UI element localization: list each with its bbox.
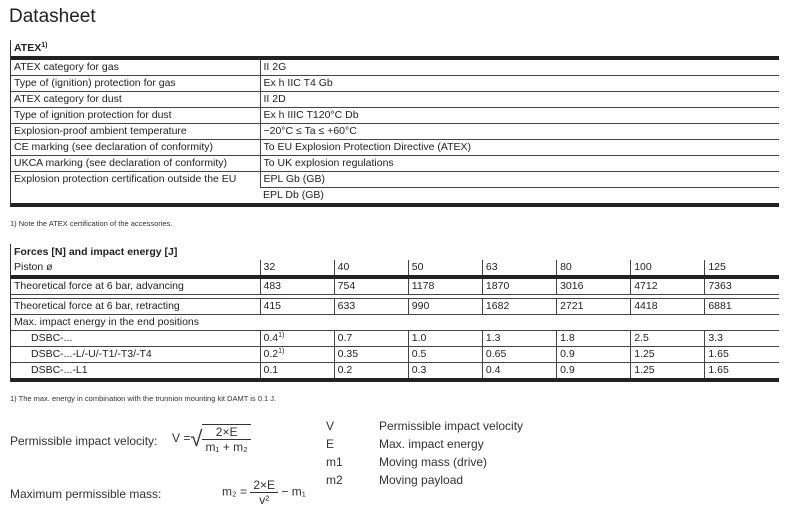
atex-row [11,58,779,76]
forces-row [11,315,779,331]
legend-desc: Moving mass (drive) [379,455,488,469]
force-value: 6881 [705,299,779,315]
force-value: 990 [408,299,482,315]
impact-number: 1.3 [485,332,501,344]
impact-number: 0.3 [411,364,427,376]
force-value: 1682 [482,299,556,315]
force-value: 4418 [631,299,705,315]
forces-footnote: 1) The max. energy in combination with the trunnion mounting kit DAMT is 0.1 J. [10,394,277,403]
atex-table [10,40,779,207]
impact-value [631,331,705,347]
impact-number: 0.4 [485,364,501,376]
impact-value [408,331,482,347]
legend-desc: Max. impact energy [379,437,484,451]
piston-size: 50 [408,260,482,277]
impact-value [557,347,631,363]
piston-size: 32 [260,260,334,277]
legend-symbol: m2 [326,473,343,487]
atex-row [11,156,779,172]
legend-symbol: V [326,419,335,433]
forces-table [10,244,779,382]
impact-value [334,347,408,363]
force-value: 1870 [482,277,556,295]
impact-number: 0.4 [263,332,279,344]
impact-value [557,331,631,347]
legend-item [326,455,523,473]
impact-value [334,331,408,347]
piston-size: 80 [557,260,631,277]
atex-value: EPL Db (GB) [260,188,779,206]
footnote-ref: 1) [278,348,285,355]
impact-number: 0.65 [485,348,507,360]
atex-label: UKCA marking (see declaration of conformity) [11,156,260,172]
impact-number: 0.5 [411,348,427,360]
legend-desc: Permissible impact velocity [379,419,524,433]
atex-value: To UK explosion regulations [260,156,779,172]
atex-value: II 2G [260,58,779,76]
impact-number: 0.2 [337,364,353,376]
legend-item [326,473,523,491]
legend-symbol: E [326,437,335,451]
impact-row [11,331,779,347]
impact-value [260,363,334,381]
impact-number: 1.65 [708,348,729,360]
formula-legend [326,419,523,491]
piston-size: 63 [482,260,556,277]
impact-value [631,347,705,363]
impact-value [482,331,556,347]
atex-value: EPL Gb (GB) [260,172,779,188]
velocity-formula: V =√ $\frac{2\times E}{\text{m₁ + m₂}}$ [172,424,251,454]
impact-number: 1.25 [634,348,655,360]
atex-label: ATEX category for gas [11,58,260,76]
force-value: 415 [260,299,334,315]
atex-label: CE marking (see declaration of conformity) [11,140,260,156]
force-value: 483 [260,277,334,295]
atex-row [11,172,779,188]
impact-value [482,363,556,381]
atex-row [11,140,779,156]
atex-row [11,92,779,108]
mass-label: Maximum permissible mass: [10,487,162,501]
atex-footnote: 1) Note the ATEX certification of the accessories. [10,219,173,228]
impact-value [482,347,556,363]
impact-value [408,363,482,381]
atex-label: Type of ignition protection for dust [11,108,260,124]
atex-value: Ex h IIIC T120°C Db [260,108,779,124]
atex-label: Explosion protection certification outside the EU [11,172,260,206]
atex-label: ATEX category for dust [11,92,260,108]
piston-size: 125 [705,260,779,277]
legend-desc: Moving payload [379,473,464,487]
piston-label: Piston ø [11,260,260,277]
impact-row [11,363,779,381]
piston-size: 40 [334,260,408,277]
forces-heading: Forces [N] and impact energy [J] [14,245,178,258]
variant-label: DSBC-...-L/-U/-T1/-T3/-T4 [11,347,260,363]
impact-number: 0.9 [560,364,575,376]
forces-row [11,277,779,295]
impact-number: 0.9 [560,348,575,360]
impact-value [408,347,482,363]
impact-value [705,331,779,347]
atex-row [11,124,779,140]
forces-row [11,299,779,315]
impact-number: 0.7 [337,332,353,344]
legend-item [326,419,523,437]
impact-number: 1.8 [560,332,575,344]
legend-symbol: m1 [326,455,343,469]
impact-value [705,347,779,363]
impact-value [557,363,631,381]
atex-value: −20°C ≤ Ta ≤ +60°C [260,124,779,140]
atex-row [11,76,779,92]
atex-row [11,108,779,124]
impact-number: 0.2 [263,348,279,360]
impact-number: 0.35 [337,348,359,360]
atex-value: Ex h IIC T4 Gb [260,76,779,92]
force-value: 4712 [631,277,705,295]
impact-value [260,331,334,347]
velocity-label: Permissible impact velocity: [10,434,158,448]
page-title: Datasheet [9,6,96,27]
atex-label: Type of (ignition) protection for gas [11,76,260,92]
variant-label: DSBC-... [11,331,260,347]
impact-number: 1.0 [411,332,427,344]
row-label: Theoretical force at 6 bar, advancing [11,277,260,295]
mass-formula: m₂ = $\frac{2\times E}{\text{v²}}$ − m₁ [222,478,306,507]
impact-number: 0.1 [263,364,279,376]
force-value: 1178 [408,277,482,295]
impact-value [631,363,705,381]
force-value: 633 [334,299,408,315]
impact-number: 3.3 [708,332,723,344]
impact-value [705,363,779,381]
force-value: 754 [334,277,408,295]
force-value: 7363 [705,277,779,295]
impact-number: 2.5 [634,332,649,344]
impact-label: Max. impact energy in the end positions [11,315,779,331]
impact-value [334,363,408,381]
force-value: 2721 [557,299,631,315]
impact-number: 1.25 [634,364,655,376]
atex-heading: ATEX$^{1)}$ [11,40,779,58]
impact-row [11,347,779,363]
legend-item [326,437,523,455]
row-label: Theoretical force at 6 bar, retracting [11,299,260,315]
atex-value: II 2D [260,92,779,108]
variant-label: DSBC-...-L1 [11,363,260,381]
atex-value: To EU Explosion Protection Directive (ATEX) [260,140,779,156]
force-value: 3016 [557,277,631,295]
impact-value [260,347,334,363]
impact-number: 1.65 [708,364,729,376]
piston-size: 100 [631,260,705,277]
atex-label: Explosion-proof ambient temperature [11,124,260,140]
footnote-ref: 1) [278,332,285,339]
